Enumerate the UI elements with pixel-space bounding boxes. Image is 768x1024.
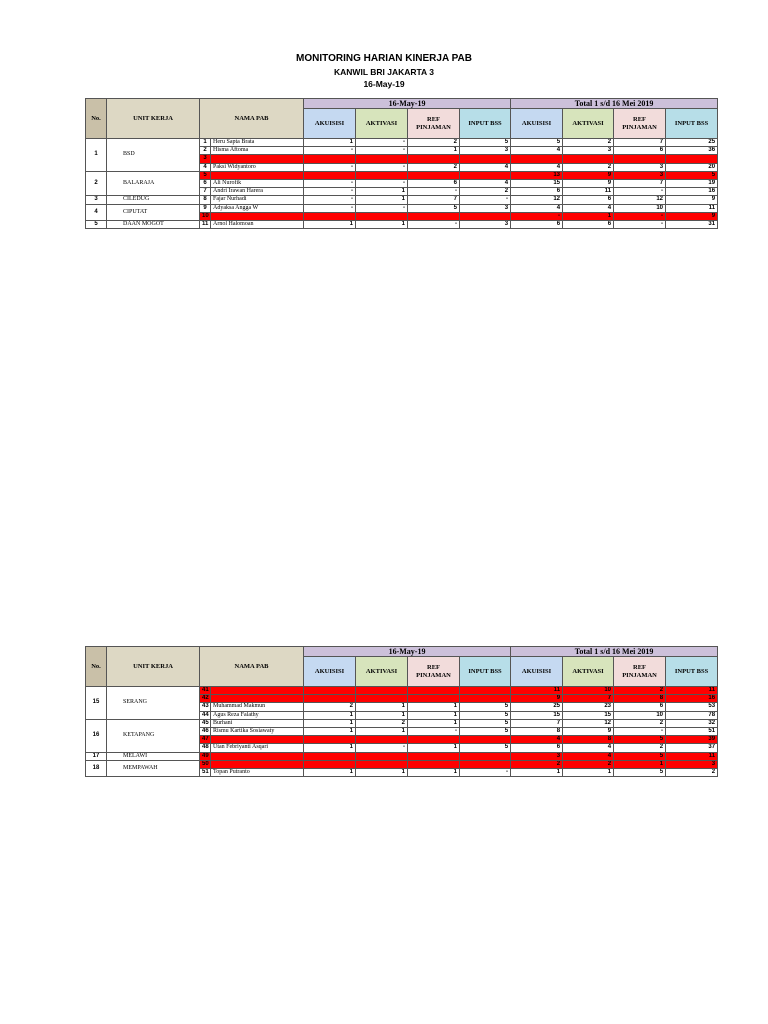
total-value-2: 5 [614, 736, 666, 744]
total-value-2: 3 [614, 171, 666, 179]
daily-value-0: - [304, 163, 356, 171]
total-value-3: 32 [666, 719, 718, 727]
unit-kerja-name: KETAPANG [107, 719, 200, 752]
total-value-0: 4 [511, 736, 563, 744]
pab-number: 8 [200, 196, 211, 204]
total-value-1: 4 [563, 752, 614, 760]
unit-kerja-name: MELAWI [107, 752, 200, 760]
total-value-1: 9 [563, 171, 614, 179]
total-value-0: 4 [511, 204, 563, 212]
total-value-0 [511, 155, 563, 163]
total-value-3: 19 [666, 180, 718, 188]
daily-value-3: 2 [460, 188, 511, 196]
total-value-3: 2 [666, 769, 718, 777]
total-value-0: 6 [511, 221, 563, 229]
total-value-2: 5 [614, 769, 666, 777]
total-value-3: 37 [666, 744, 718, 752]
unit-kerja-name: CILEDUG [107, 196, 200, 204]
pab-number: 43 [200, 703, 211, 711]
daily-value-0: 1 [304, 139, 356, 147]
pab-number: 49 [200, 752, 211, 760]
total-value-0: 7 [511, 719, 563, 727]
table-row [86, 221, 718, 229]
table-row [86, 204, 718, 212]
total-value-1: 1 [563, 212, 614, 220]
total-value-3: 36 [666, 147, 718, 155]
daily-value-1 [356, 171, 408, 179]
daily-value-0: 1 [304, 711, 356, 719]
pab-name [211, 155, 304, 163]
total-value-1: 3 [563, 147, 614, 155]
header-total-akuisisi: AKUISISI [511, 109, 563, 139]
total-value-3: 11 [666, 752, 718, 760]
daily-value-0: 1 [304, 744, 356, 752]
daily-value-2: - [408, 188, 460, 196]
header-akuisisi: AKUISISI [304, 657, 356, 687]
total-value-3: 53 [666, 703, 718, 711]
header-period-daily: 16-May-19 [304, 99, 511, 109]
daily-value-0: - [304, 196, 356, 204]
total-value-2: 2 [614, 744, 666, 752]
total-value-1: 4 [563, 204, 614, 212]
total-value-2: 10 [614, 711, 666, 719]
daily-value-2: 2 [408, 163, 460, 171]
total-value-1: 12 [563, 719, 614, 727]
pab-name [211, 752, 304, 760]
daily-value-3: - [460, 769, 511, 777]
total-value-0: 6 [511, 744, 563, 752]
daily-value-2 [408, 212, 460, 220]
daily-value-1 [356, 736, 408, 744]
header-total-input-bss: INPUT BSS [666, 109, 718, 139]
total-value-2: 6 [614, 147, 666, 155]
daily-value-1 [356, 155, 408, 163]
total-value-1: 6 [563, 196, 614, 204]
total-value-0: 1 [511, 769, 563, 777]
total-value-2: 12 [614, 196, 666, 204]
daily-value-0 [304, 760, 356, 768]
total-value-0: 6 [511, 188, 563, 196]
pab-name [211, 171, 304, 179]
daily-value-0: - [304, 188, 356, 196]
total-value-3: 16 [666, 695, 718, 703]
table-row [86, 196, 718, 204]
total-value-3: 3 [666, 760, 718, 768]
header-period-total: Total 1 s/d 16 Mei 2019 [511, 647, 718, 657]
pab-name: Burhani [211, 719, 304, 727]
header-aktivasi: AKTIVASI [356, 657, 408, 687]
pab-name: Paksi Widyantoro [211, 163, 304, 171]
pab-number: 44 [200, 711, 211, 719]
daily-value-2: 5 [408, 204, 460, 212]
pab-name: Muhammad Makmun [211, 703, 304, 711]
daily-value-0: 2 [304, 703, 356, 711]
pab-number: 45 [200, 719, 211, 727]
group-number: 15 [86, 687, 107, 720]
pab-number: 9 [200, 204, 211, 212]
daily-value-3: 3 [460, 221, 511, 229]
header-total-aktivasi: AKTIVASI [563, 109, 614, 139]
pab-name: Topan Putranto [211, 769, 304, 777]
daily-value-0: - [304, 204, 356, 212]
daily-value-2 [408, 752, 460, 760]
daily-value-1: 1 [356, 728, 408, 736]
daily-value-1: 1 [356, 703, 408, 711]
daily-value-2 [408, 687, 460, 695]
total-value-1: 2 [563, 163, 614, 171]
total-value-3: 11 [666, 204, 718, 212]
header-total-akuisisi: AKUISISI [511, 657, 563, 687]
daily-value-0: - [304, 147, 356, 155]
daily-value-2: 1 [408, 147, 460, 155]
total-value-0: 2 [511, 760, 563, 768]
group-number: 17 [86, 752, 107, 760]
daily-value-3: 5 [460, 139, 511, 147]
daily-value-3: 4 [460, 180, 511, 188]
total-value-0: 9 [511, 695, 563, 703]
pab-name: Arnol Halomoan [211, 221, 304, 229]
daily-value-1: 1 [356, 188, 408, 196]
total-value-0: 25 [511, 703, 563, 711]
unit-kerja-name: BALARAJA [107, 171, 200, 196]
group-number: 16 [86, 719, 107, 752]
daily-value-3 [460, 760, 511, 768]
daily-value-3 [460, 687, 511, 695]
header-total-ref-pinjaman: REF PINJAMAN [614, 657, 666, 687]
total-value-3: 20 [666, 163, 718, 171]
daily-value-3 [460, 171, 511, 179]
daily-value-3: 3 [460, 204, 511, 212]
total-value-2: 2 [614, 687, 666, 695]
daily-value-0: 1 [304, 769, 356, 777]
group-number: 18 [86, 760, 107, 776]
total-value-0: 15 [511, 180, 563, 188]
daily-value-0 [304, 695, 356, 703]
pab-name: Agus Reza Falathy [211, 711, 304, 719]
pab-name: Heru Sapta Brata [211, 139, 304, 147]
pab-number: 41 [200, 687, 211, 695]
unit-kerja-name: MEMPAWAH [107, 760, 200, 776]
pab-name [211, 736, 304, 744]
daily-value-1: 1 [356, 711, 408, 719]
daily-value-2: 2 [408, 139, 460, 147]
unit-kerja-name: CIPUTAT [107, 204, 200, 220]
total-value-2: 1 [614, 760, 666, 768]
total-value-1: 8 [563, 736, 614, 744]
total-value-2: 8 [614, 695, 666, 703]
total-value-3: 78 [666, 711, 718, 719]
daily-value-0: 1 [304, 221, 356, 229]
header-total-aktivasi: AKTIVASI [563, 657, 614, 687]
total-value-3: 31 [666, 221, 718, 229]
daily-value-2: 6 [408, 180, 460, 188]
table-row [86, 752, 718, 760]
pab-number: 6 [200, 180, 211, 188]
daily-value-2: 1 [408, 711, 460, 719]
total-value-1: 6 [563, 221, 614, 229]
daily-value-1: 2 [356, 719, 408, 727]
daily-value-3: 5 [460, 728, 511, 736]
daily-value-0 [304, 171, 356, 179]
daily-value-3: - [460, 196, 511, 204]
total-value-1: 23 [563, 703, 614, 711]
header-nama-pab: NAMA PAB [200, 99, 304, 139]
total-value-3: 9 [666, 212, 718, 220]
total-value-3: 5 [666, 171, 718, 179]
pab-name: Hisma Aftoma [211, 147, 304, 155]
daily-value-1: - [356, 139, 408, 147]
pab-number: 4 [200, 163, 211, 171]
pab-name: Andri Irawan Harera [211, 188, 304, 196]
total-value-0: 15 [511, 711, 563, 719]
total-value-2: 7 [614, 180, 666, 188]
daily-value-1 [356, 212, 408, 220]
daily-value-3 [460, 155, 511, 163]
monitoring-table-1 [85, 98, 718, 229]
total-value-3: 11 [666, 687, 718, 695]
pab-name [211, 212, 304, 220]
total-value-1: 15 [563, 711, 614, 719]
total-value-0: 4 [511, 163, 563, 171]
daily-value-3: 5 [460, 719, 511, 727]
header-aktivasi: AKTIVASI [356, 109, 408, 139]
daily-value-2: - [408, 728, 460, 736]
daily-value-0 [304, 736, 356, 744]
daily-value-2 [408, 171, 460, 179]
table-2-body [86, 687, 718, 777]
pab-number: 1 [200, 139, 211, 147]
total-value-0: 13 [511, 171, 563, 179]
unit-kerja-name: DAAN MOGOT [107, 221, 200, 229]
daily-value-1: 1 [356, 196, 408, 204]
report-subtitle: KANWIL BRI JAKARTA 3 [334, 67, 434, 77]
report-title: MONITORING HARIAN KINERJA PAB [296, 53, 472, 64]
daily-value-3: 5 [460, 703, 511, 711]
total-value-3: 39 [666, 736, 718, 744]
daily-value-2: 1 [408, 744, 460, 752]
report-header [0, 52, 768, 90]
total-value-2: - [614, 188, 666, 196]
header-unit-kerja: UNIT KERJA [107, 99, 200, 139]
daily-value-3: 4 [460, 163, 511, 171]
daily-value-3 [460, 752, 511, 760]
daily-value-0 [304, 752, 356, 760]
total-value-3: 51 [666, 728, 718, 736]
header-no: No. [86, 99, 107, 139]
daily-value-2: 1 [408, 703, 460, 711]
total-value-3: 25 [666, 139, 718, 147]
monitoring-table-2 [85, 646, 718, 777]
daily-value-1: - [356, 147, 408, 155]
pab-number: 11 [200, 221, 211, 229]
header-ref-pinjaman: REF PINJAMAN [408, 109, 460, 139]
daily-value-1 [356, 687, 408, 695]
unit-kerja-name: BSD [107, 139, 200, 172]
daily-value-2: 1 [408, 719, 460, 727]
pab-number: 46 [200, 728, 211, 736]
pab-number: 51 [200, 769, 211, 777]
pab-name [211, 695, 304, 703]
group-number: 5 [86, 221, 107, 229]
daily-value-2: 1 [408, 769, 460, 777]
total-value-0: 11 [511, 687, 563, 695]
pab-number: 5 [200, 171, 211, 179]
total-value-1: 10 [563, 687, 614, 695]
daily-value-1: 1 [356, 769, 408, 777]
header-period-daily: 16-May-19 [304, 647, 511, 657]
total-value-3: 9 [666, 196, 718, 204]
total-value-0: 4 [511, 147, 563, 155]
pab-name: Fajar Nurhadi [211, 196, 304, 204]
table-row [86, 760, 718, 768]
daily-value-0 [304, 155, 356, 163]
daily-value-0: 1 [304, 728, 356, 736]
total-value-1: 7 [563, 695, 614, 703]
total-value-0: 12 [511, 196, 563, 204]
table-row [86, 139, 718, 147]
total-value-3 [666, 155, 718, 163]
pab-name: Rismu Kartika Sosiawaty [211, 728, 304, 736]
daily-value-1: - [356, 204, 408, 212]
group-number: 3 [86, 196, 107, 204]
total-value-2: 5 [614, 752, 666, 760]
total-value-1: 1 [563, 769, 614, 777]
total-value-2: 2 [614, 719, 666, 727]
daily-value-2 [408, 695, 460, 703]
header-input-bss: INPUT BSS [460, 657, 511, 687]
group-number: 4 [86, 204, 107, 220]
total-value-2: 7 [614, 139, 666, 147]
total-value-0: 8 [511, 728, 563, 736]
pab-number: 10 [200, 212, 211, 220]
daily-value-0: - [304, 180, 356, 188]
daily-value-0 [304, 687, 356, 695]
total-value-1: 4 [563, 744, 614, 752]
total-value-1: 2 [563, 139, 614, 147]
group-number: 1 [86, 139, 107, 172]
header-input-bss: INPUT BSS [460, 109, 511, 139]
pab-number: 7 [200, 188, 211, 196]
header-total-ref-pinjaman: REF PINJAMAN [614, 109, 666, 139]
table-row [86, 719, 718, 727]
total-value-0: 5 [511, 139, 563, 147]
pab-number: 50 [200, 760, 211, 768]
daily-value-0 [304, 212, 356, 220]
table-1-body [86, 139, 718, 229]
header-ref-pinjaman: REF PINJAMAN [408, 657, 460, 687]
total-value-2: - [614, 221, 666, 229]
total-value-3: 16 [666, 188, 718, 196]
header-no: No. [86, 647, 107, 687]
table-row [86, 171, 718, 179]
daily-value-2 [408, 760, 460, 768]
unit-kerja-name: SERANG [107, 687, 200, 720]
daily-value-1: - [356, 163, 408, 171]
total-value-1: 9 [563, 180, 614, 188]
total-value-2: 10 [614, 204, 666, 212]
daily-value-1: - [356, 744, 408, 752]
total-value-0: - [511, 212, 563, 220]
daily-value-1: - [356, 180, 408, 188]
daily-value-3 [460, 212, 511, 220]
daily-value-1 [356, 752, 408, 760]
daily-value-2: 7 [408, 196, 460, 204]
pab-number: 47 [200, 736, 211, 744]
total-value-1 [563, 155, 614, 163]
pab-name: Adyaksa Angga W [211, 204, 304, 212]
daily-value-0: 1 [304, 719, 356, 727]
pab-number: 3 [200, 155, 211, 163]
pab-number: 48 [200, 744, 211, 752]
total-value-2 [614, 155, 666, 163]
daily-value-3 [460, 736, 511, 744]
table-row [86, 687, 718, 695]
daily-value-1 [356, 695, 408, 703]
daily-value-3: 5 [460, 711, 511, 719]
header-nama-pab: NAMA PAB [200, 647, 304, 687]
daily-value-3 [460, 695, 511, 703]
header-akuisisi: AKUISISI [304, 109, 356, 139]
daily-value-2 [408, 736, 460, 744]
total-value-2: 6 [614, 703, 666, 711]
daily-value-3: 3 [460, 147, 511, 155]
total-value-1: 11 [563, 188, 614, 196]
total-value-2: - [614, 212, 666, 220]
total-value-1: 2 [563, 760, 614, 768]
total-value-1: 9 [563, 728, 614, 736]
daily-value-2 [408, 155, 460, 163]
daily-value-2: - [408, 221, 460, 229]
pab-name: Utan Febriyanti Asqari [211, 744, 304, 752]
total-value-0: 3 [511, 752, 563, 760]
pab-name [211, 687, 304, 695]
pab-name: Ali Nurofik [211, 180, 304, 188]
pab-number: 2 [200, 147, 211, 155]
daily-value-1 [356, 760, 408, 768]
total-value-2: - [614, 728, 666, 736]
daily-value-3: 5 [460, 744, 511, 752]
report-date: 16-May-19 [363, 79, 405, 89]
pab-number: 42 [200, 695, 211, 703]
total-value-2: 3 [614, 163, 666, 171]
group-number: 2 [86, 171, 107, 196]
daily-value-1: 1 [356, 221, 408, 229]
header-period-total: Total 1 s/d 16 Mei 2019 [511, 99, 718, 109]
pab-name [211, 760, 304, 768]
header-unit-kerja: UNIT KERJA [107, 647, 200, 687]
header-total-input-bss: INPUT BSS [666, 657, 718, 687]
